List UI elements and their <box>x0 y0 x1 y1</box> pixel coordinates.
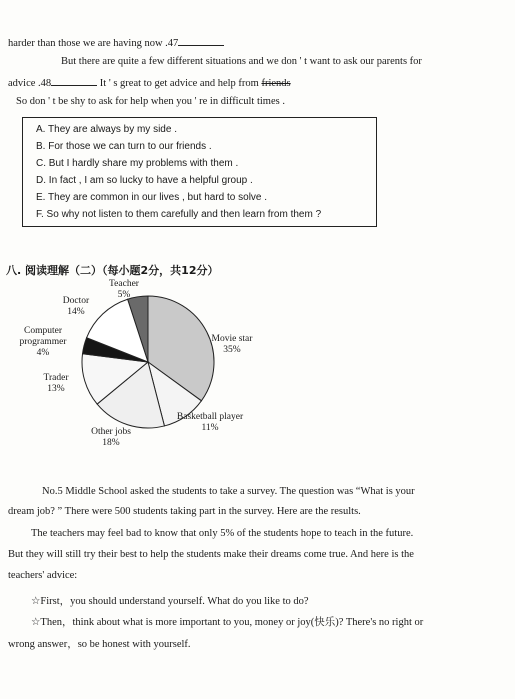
passage-p4-line1: ☆Then，think about what is more important to you, money or joy(快乐)? There's no right or <box>31 617 424 628</box>
label-comp-pct: 4% <box>36 348 50 358</box>
section-title: 八. 阅读理解（二）（每小题2分，共12分） <box>6 264 219 277</box>
label-movie-pct: 35% <box>223 345 241 355</box>
passage-p1-line1: No.5 Middle School asked the students to take a survey. The question was “What is your <box>42 486 415 497</box>
option-b: B. For those we can turn to our friends . <box>36 141 212 152</box>
option-e: E. They are common in our lives , but hard to solve . <box>36 192 268 203</box>
label-trader-name: Trader <box>43 373 69 383</box>
label-comp-name-2: programmer <box>19 337 67 347</box>
label-basketball-player <box>168 412 252 434</box>
option-c: C. But I hardly share my problems with them . <box>36 158 239 169</box>
label-computer-programmer <box>12 326 74 359</box>
label-movie-star <box>205 334 259 356</box>
label-doctor-pct: 14% <box>67 307 85 317</box>
label-comp-name-1: Computer <box>24 326 62 336</box>
passage-text: It ' s great to get advice and help from <box>97 78 262 89</box>
option-a: A. They are always by my side . <box>36 124 177 135</box>
label-basket-name: Basketball player <box>176 412 244 422</box>
passage-p3: ☆First，you should understand yourself. What do you like to do? <box>31 596 309 607</box>
label-other-name: Other jobs <box>91 427 131 437</box>
label-teacher-pct: 5% <box>117 290 131 300</box>
label-basket-pct: 11% <box>201 423 219 433</box>
option-d: D. In fact , I am so lucky to have a helpful group . <box>36 175 253 186</box>
label-teacher <box>104 279 144 301</box>
passage-text: advice .48 <box>8 78 52 89</box>
label-trader-pct: 13% <box>47 384 65 394</box>
option-f: F. So why not listen to them carefully and then learn from them ? <box>36 209 322 220</box>
passage-line-2: But there are quite a few different situations and we don ' t want to ask our parents for <box>61 56 422 67</box>
label-other-jobs <box>84 427 138 449</box>
label-trader <box>36 373 76 395</box>
label-doctor <box>56 296 96 318</box>
label-doctor-name: Doctor <box>62 296 90 306</box>
passage-p4-line2: wrong answer，so be honest with yourself. <box>8 639 191 650</box>
passage-line-4: So don ' t be shy to ask for help when you ' re in difficult times . <box>16 96 285 107</box>
label-other-pct: 18% <box>102 438 120 448</box>
passage-text: harder than those we are having now .47 <box>8 38 179 49</box>
passage-p2-line2: But they will still try their best to help the students make their dreams come true. And here is the <box>8 549 414 560</box>
label-movie-name: Movie star <box>211 334 253 344</box>
passage-p1-line2: dream job? ” There were 500 students taking part in the survey. Here are the results. <box>8 506 361 517</box>
struck-word: friends <box>261 78 291 89</box>
passage-p2-line1: The teachers may feel bad to know that only 5% of the students hope to teach in the future. <box>31 528 414 539</box>
passage-p2-line3: teachers' advice: <box>8 570 78 581</box>
label-teacher-name: Teacher <box>109 279 139 289</box>
